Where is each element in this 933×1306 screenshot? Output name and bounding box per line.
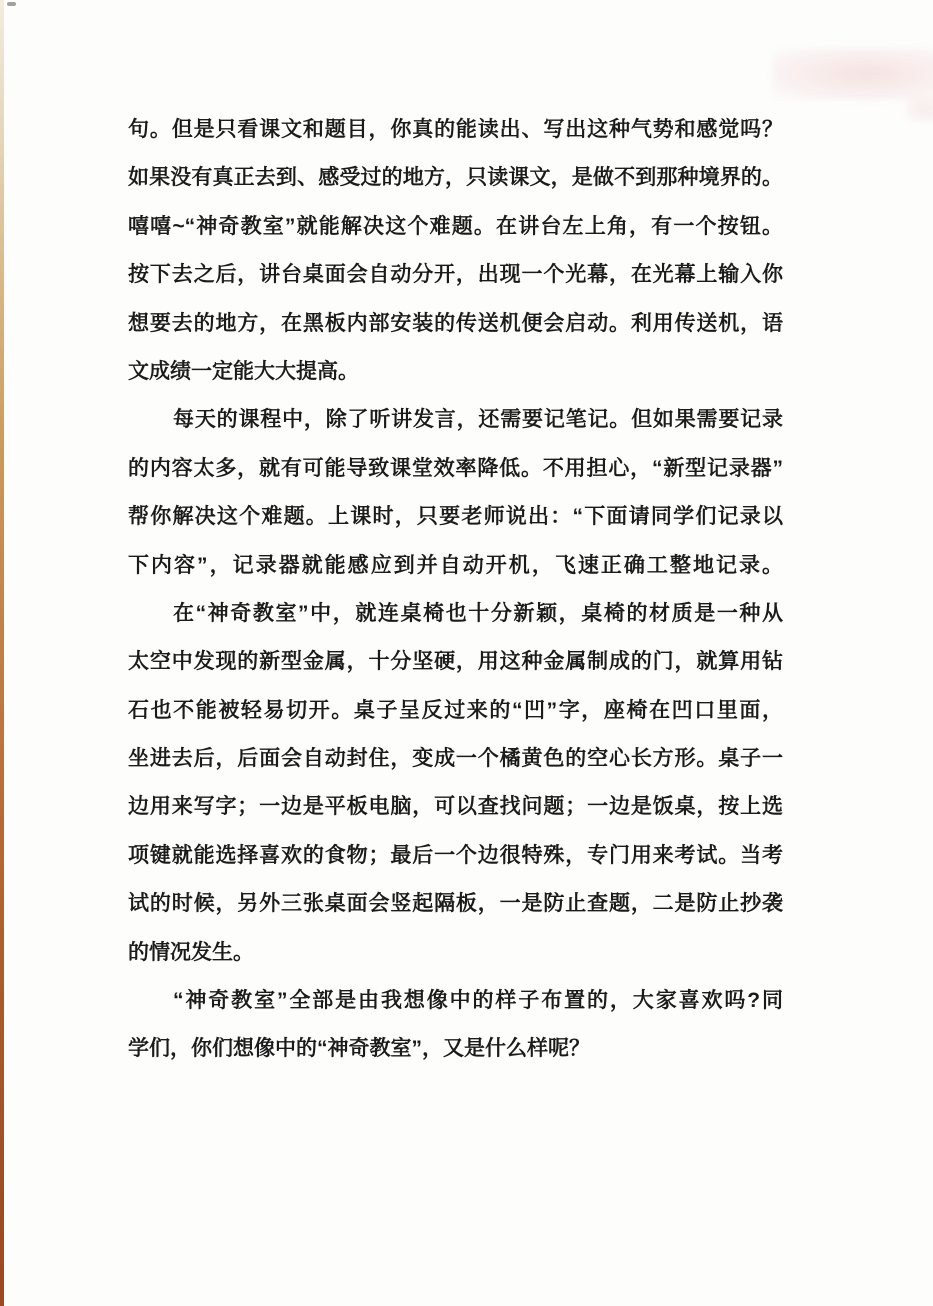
photo-smudge [772, 48, 933, 100]
paragraph [128, 106, 783, 396]
text-line: 的内容太多，就有可能导致课堂效率降低。不用担心，“新型记录器” [128, 456, 783, 480]
text-line: 坐进去后，后面会自动封住，变成一个橘黄色的空心长方形。桌子一 [128, 747, 783, 771]
desk-edge-strip [0, 0, 4, 1306]
essay-text-block [128, 106, 783, 1074]
paragraph [128, 396, 783, 590]
text-line: 按下去之后，讲台桌面会自动分开，出现一个光幕，在光幕上输入你 [128, 263, 783, 287]
text-line: 边用来写字；一边是平板电脑，可以查找问题；一边是饭桌，按上选 [128, 795, 783, 819]
text-line: 想要去的地方，在黑板内部安装的传送机便会启动。利用传送机，语 [128, 311, 783, 335]
text-line: 如果没有真正去到、感受过的地方，只读课文，是做不到那种境界的。 [128, 166, 783, 190]
text-line: 试的时候，另外三张桌面会竖起隔板，一是防止查题，二是防止抄袭 [128, 892, 783, 916]
photo-speck [7, 2, 16, 6]
text-line: 项键就能选择喜欢的食物；最后一个边很特殊，专门用来考试。当考 [128, 843, 783, 867]
photo-smudge-small [905, 96, 933, 122]
text-line: 嘻嘻~“神奇教室”就能解决这个难题。在讲台左上角，有一个按钮。 [128, 214, 783, 238]
text-line: 在“神奇教室”中，就连桌椅也十分新颖，桌椅的材质是一种从 [173, 601, 783, 625]
text-line: 句。但是只看课文和题目，你真的能读出、写出这种气势和感觉吗？ [128, 118, 783, 141]
text-line: “神奇教室”全部是由我想像中的样子布置的，大家喜欢吗?同 [173, 989, 783, 1013]
text-line: 每天的课程中，除了听讲发言，还需要记笔记。但如果需要记录 [173, 408, 783, 432]
text-line: 下内容”，记录器就能感应到并自动开机，飞速正确工整地记录。 [128, 553, 783, 577]
text-line: 帮你解决这个难题。上课时，只要老师说出：“下面请同学们记录以 [128, 505, 783, 529]
text-line: 石也不能被轻易切开。桌子呈反过来的“凹”字，座椅在凹口里面， [128, 698, 783, 722]
text-line: 学们，你们想像中的“神奇教室”，又是什么样呢？ [128, 1037, 590, 1061]
paragraph [128, 977, 783, 1074]
paragraph [128, 590, 783, 977]
text-line: 文成绩一定能大大提高。 [128, 359, 359, 383]
text-line: 太空中发现的新型金属，十分坚硬，用这种金属制成的门，就算用钻 [128, 650, 783, 674]
text-line: 的情况发生。 [128, 940, 254, 964]
